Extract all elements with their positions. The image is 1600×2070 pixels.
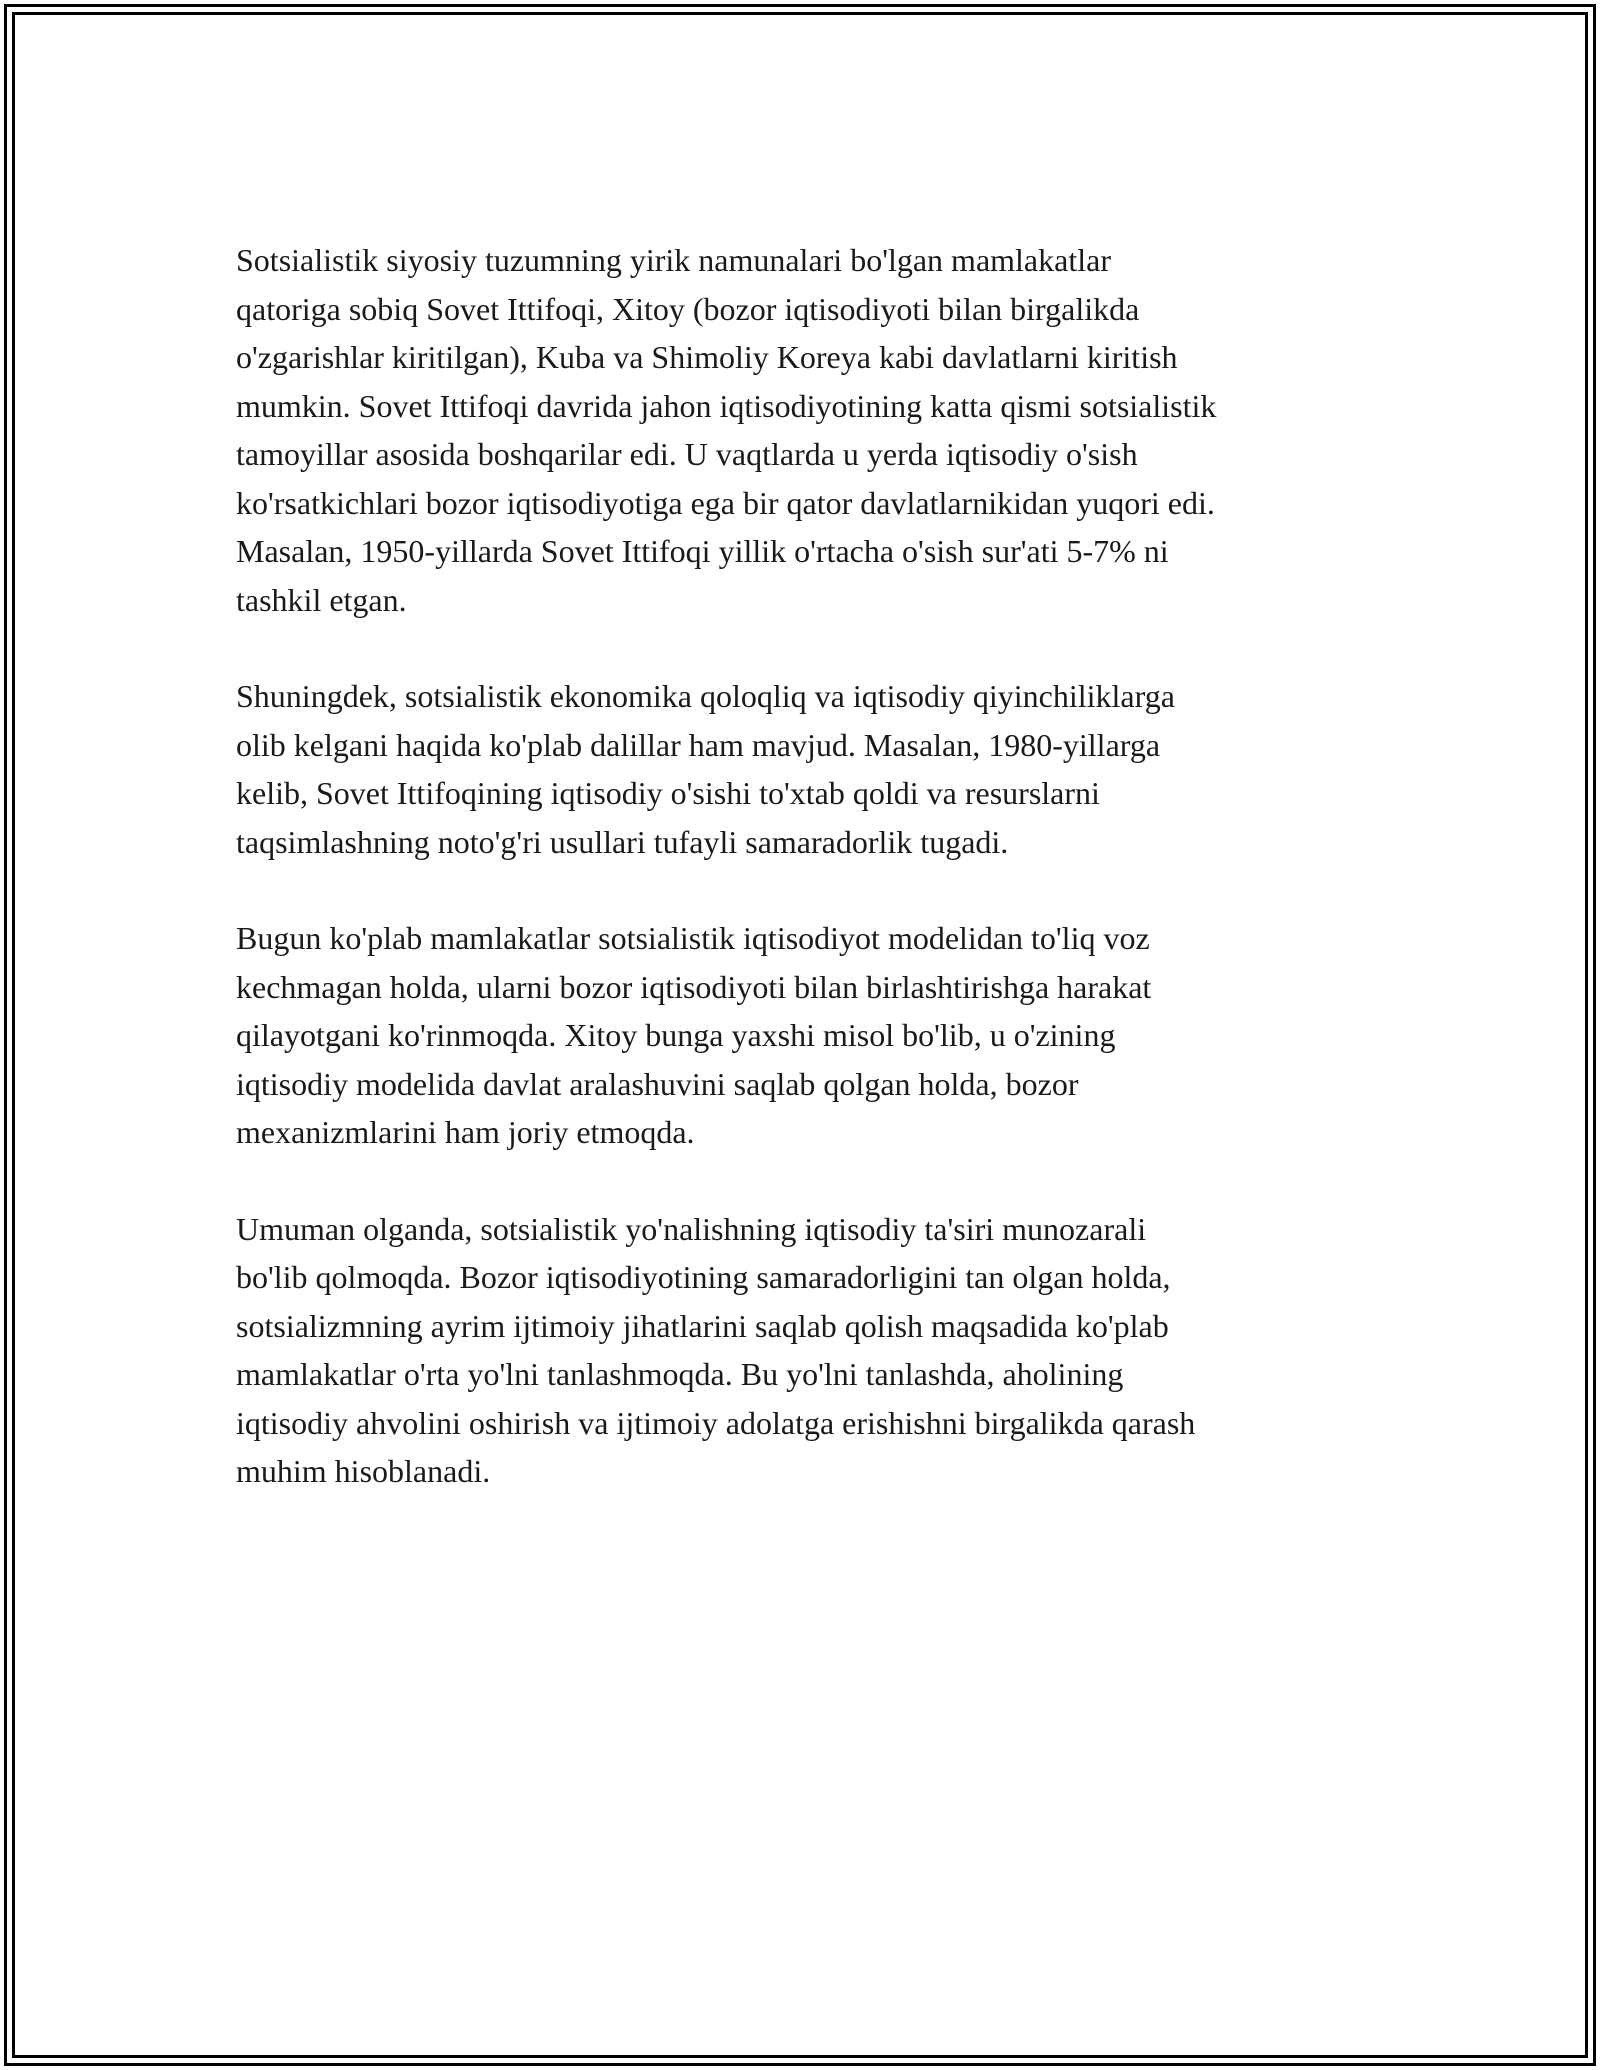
paragraph-2: Shuningdek, sotsialistik ekonomika qoloqliq va iqtisodiy qiyinchiliklarga olib kelgani haqida ko'plab dalillar ham mavjud. Masalan, 1980-yillarga kelib, Sovet Ittifoqining iqtisodiy o'sishi to'xtab qoldi va resurslarni taqsimlashning noto'g'ri usullari tufayli samaradorlik tugadi. <box>236 678 1175 860</box>
paragraph-3: Bugun ko'plab mamlakatlar sotsialistik iqtisodiyot modelidan to'liq voz kechmagan holda, ularni bozor iqtisodiyoti bilan birlashtirishga harakat qilayotgani ko'rinmoqda. Xitoy bunga yaxshi misol bo'lib, u o'zining iqtisodiy modelida davlat aralashuvini saqlab qolgan holda, bozor mexanizmlarini ham joriy etmoqda. <box>236 920 1152 1150</box>
paragraph-4: Umuman olganda, sotsialistik yo'nalishning iqtisodiy ta'siri munozarali bo'lib qolmoqda. Bozor iqtisodiyotining samaradorligini tan olgan holda, sotsializmning ayrim ijtimoiy jihatlarini saqlab qolish maqsadida ko'plab mamlakatlar o'rta yo'lni tanlashmoqda. Bu yo'lni tanlashda, aholining iqtisodiy ahvolini oshirish va ijtimoiy adolatga erishishni birgalikda qarash muhim hisoblanadi. <box>236 1210 1196 1489</box>
document-body <box>236 236 1366 1544</box>
paragraph-1: Sotsialistik siyosiy tuzumning yirik namunalari bo'lgan mamlakatlar qatoriga sobiq Sovet Ittifoqi, Xitoy (bozor iqtisodiyoti bilan birgalikda o'zgarishlar kiritilgan), Kuba va Shimoliy Koreya kabi davlatlarni kiritish mumkin. Sovet Ittifoqi davrida jahon iqtisodiyotining katta qismi sotsialistik tamoyillar asosida boshqarilar edi. U vaqtlarda u yerda iqtisodiy o'sish ko'rsatkichlari bozor iqtisodiyotiga ega bir qator davlatlarnikidan yuqori edi. Masalan, 1950-yillarda Sovet Ittifoqi yillik o'rtacha o'sish sur'ati 5-7% ni tashkil etgan. <box>236 242 1217 618</box>
